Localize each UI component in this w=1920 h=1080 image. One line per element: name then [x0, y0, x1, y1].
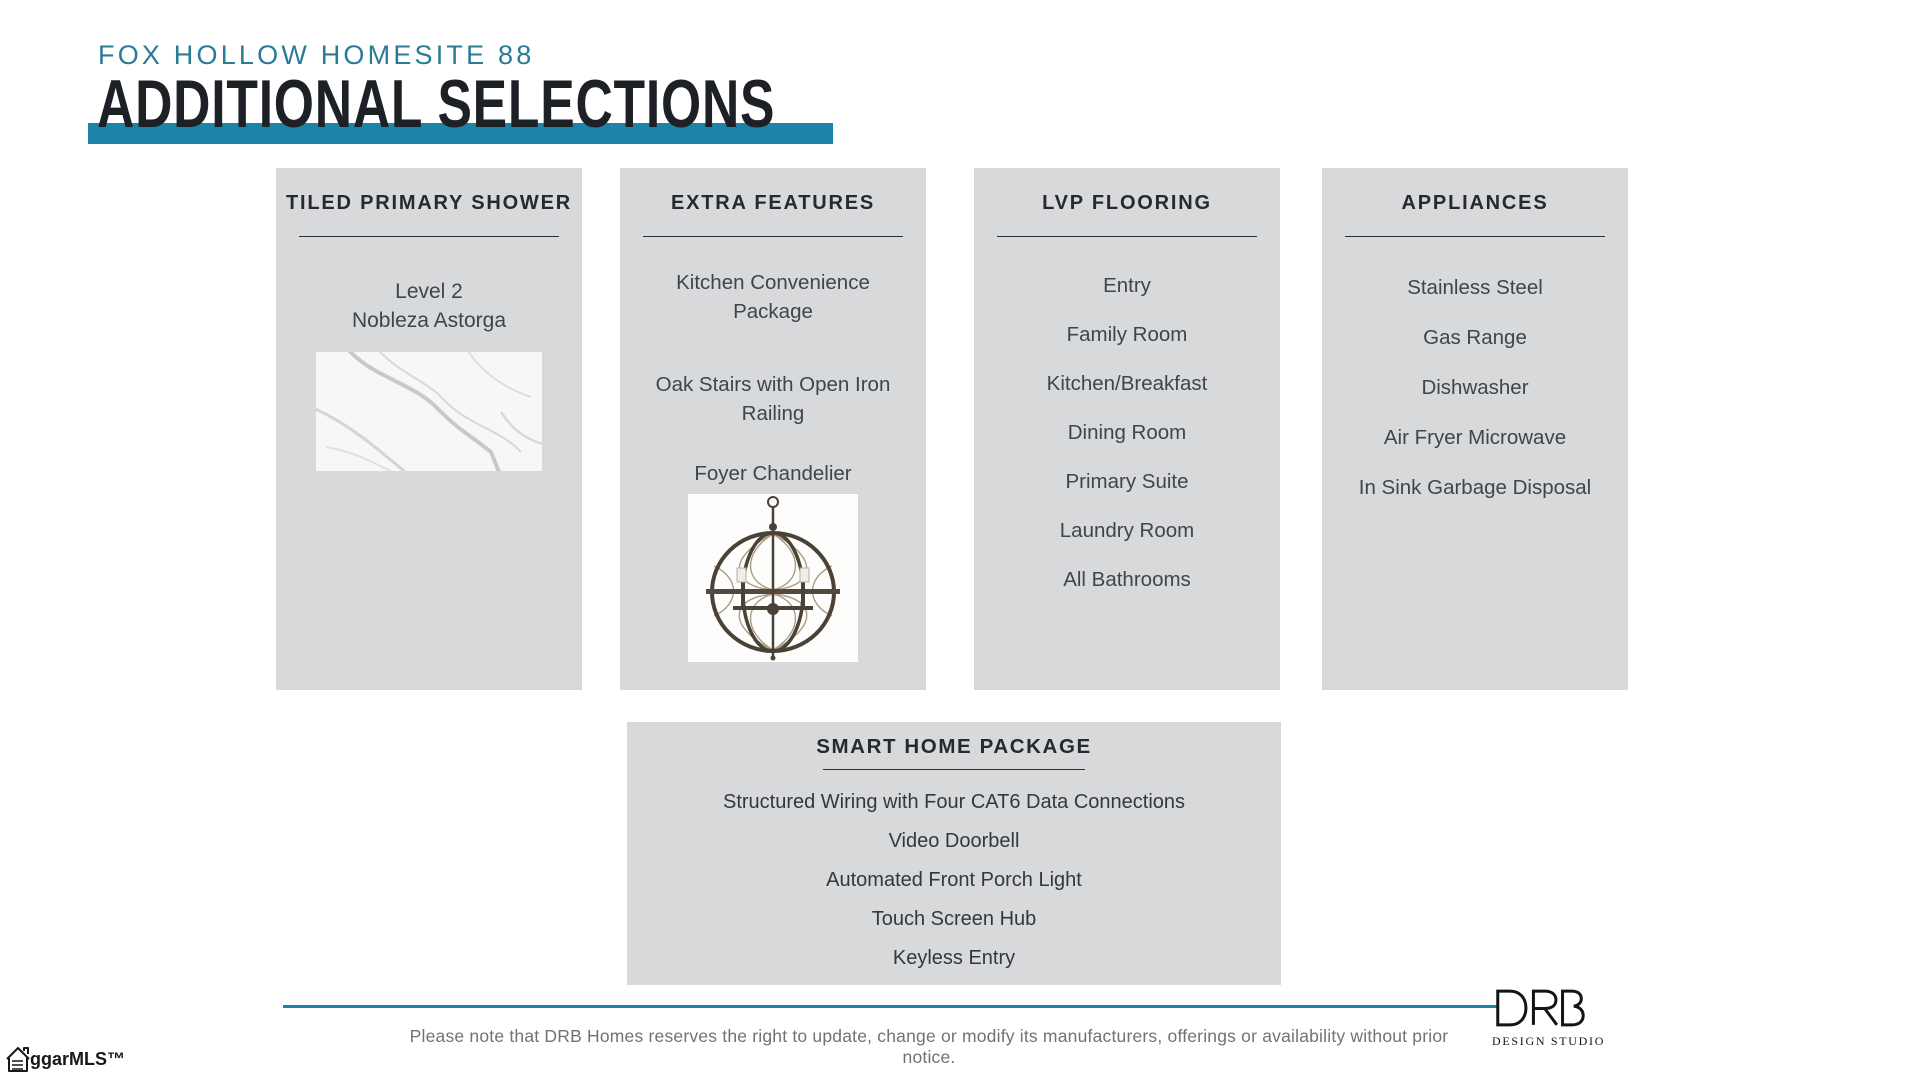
community-name: FOX HOLLOW HOMESITE 88 — [98, 40, 535, 70]
chandelier-image — [688, 494, 858, 662]
shower-level: Level 2 — [395, 280, 463, 303]
header-rule — [1345, 236, 1605, 237]
appliance-item: Gas Range — [1423, 326, 1527, 349]
flooring-room: All Bathrooms — [1063, 567, 1191, 591]
card-header: APPLIANCES — [1401, 192, 1549, 214]
feature-item: Foyer Chandelier — [694, 462, 852, 485]
footer-accent-line — [283, 1005, 1497, 1008]
flooring-room: Family Room — [1066, 322, 1188, 346]
feature-item: Oak Stairs with Open Iron Railing — [655, 373, 891, 425]
feature-item: Kitchen Convenience Package — [676, 271, 870, 323]
appliance-item: Stainless Steel — [1407, 276, 1543, 299]
flooring-room: Laundry Room — [1059, 518, 1195, 542]
marble-tile-image — [316, 352, 542, 471]
card-lvp-flooring — [974, 168, 1280, 690]
card-tiled-primary-shower — [276, 168, 582, 690]
flooring-room: Entry — [1103, 273, 1151, 297]
header-rule — [299, 236, 559, 237]
card-header: SMART HOME PACKAGE — [816, 735, 1092, 758]
appliance-item: Air Fryer Microwave — [1383, 426, 1567, 449]
flooring-room: Dining Room — [1067, 420, 1187, 444]
smart-home-item: Touch Screen Hub — [871, 908, 1037, 930]
disclaimer-text: Please note that DRB Homes reserves the right to update, change or modify its manufacturers, offerings or availability without prior notice. — [409, 1026, 1449, 1067]
card-appliances — [1322, 168, 1628, 690]
card-header: LVP FLOORING — [1042, 192, 1212, 214]
flooring-room: Kitchen/Breakfast — [1046, 371, 1208, 395]
appliance-item: Dishwasher — [1421, 376, 1529, 399]
header-rule — [997, 236, 1257, 237]
drb-logo — [1492, 988, 1606, 1049]
header-rule — [643, 236, 903, 237]
drb-logo-subtitle: DESIGN STUDIO — [1492, 1034, 1606, 1048]
mls-watermark — [4, 1044, 125, 1074]
smart-home-item: Structured Wiring with Four CAT6 Data Connections — [722, 791, 1186, 813]
smart-home-item: Automated Front Porch Light — [826, 869, 1082, 891]
shower-product: Nobleza Astorga — [351, 309, 507, 332]
smart-home-item: Video Doorbell — [888, 830, 1020, 852]
header-rule — [823, 769, 1085, 770]
flooring-room: Primary Suite — [1065, 469, 1189, 493]
drb-logo-icon — [1494, 988, 1586, 1028]
appliance-item: In Sink Garbage Disposal — [1358, 476, 1592, 499]
card-smart-home-package — [627, 722, 1281, 985]
card-extra-features — [620, 168, 926, 690]
smart-home-item: Keyless Entry — [892, 947, 1016, 969]
card-header: TILED PRIMARY SHOWER — [285, 192, 572, 214]
page-title: ADDITIONAL SELECTIONS — [97, 66, 776, 142]
card-header: EXTRA FEATURES — [670, 192, 876, 214]
mls-watermark-label: ggarMLS™ — [30, 1049, 126, 1069]
